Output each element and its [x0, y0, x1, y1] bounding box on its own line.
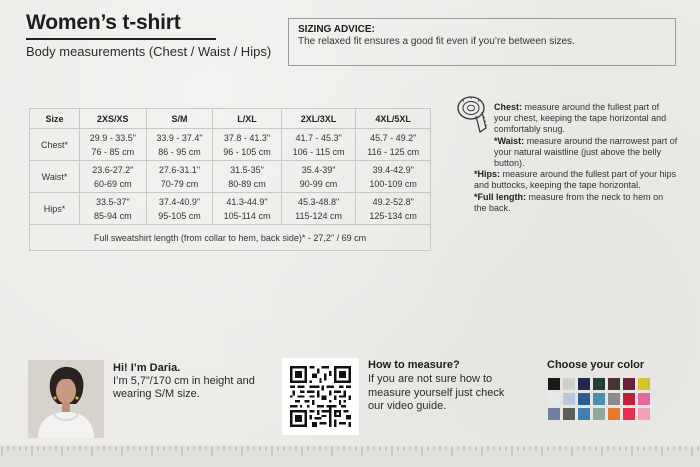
- table-cell: [213, 161, 281, 193]
- color-swatch[interactable]: [638, 393, 650, 405]
- cm-value: 116 - 125 cm: [367, 146, 420, 157]
- color-swatch[interactable]: [608, 408, 620, 420]
- measurement-instructions: [474, 102, 678, 214]
- cm-value: 100-109 cm: [369, 178, 417, 189]
- sizing-advice-text: The relaxed fit ensures a good fit even if you’re between sizes.: [298, 36, 575, 47]
- cm-value: 80-89 cm: [228, 178, 266, 189]
- inch-value: 33.5-37": [95, 196, 130, 207]
- inch-value: 37.8 - 41.3": [223, 132, 271, 143]
- cm-value: 76 - 85 cm: [91, 146, 135, 157]
- inch-value: 39.4-42.9": [372, 164, 414, 175]
- inch-value: 45.3-48.8": [297, 196, 340, 207]
- cm-value: 90-99 cm: [299, 178, 338, 189]
- model-size-info: I’m 5,7”/170 cm in height and wearing S/M size.: [113, 375, 255, 400]
- table-footer-row: [30, 225, 431, 251]
- color-swatch[interactable]: [548, 378, 560, 390]
- color-swatch[interactable]: [623, 378, 635, 390]
- color-swatch[interactable]: [593, 393, 605, 405]
- color-swatch[interactable]: [593, 378, 605, 390]
- color-swatch[interactable]: [608, 378, 620, 390]
- table-cell: [146, 129, 213, 161]
- chest-instruction: measure around the fullest part of your chest, keeping the tape horizontal and comfortably snug.: [494, 102, 667, 135]
- inch-value: 27.6-31.1": [158, 164, 201, 175]
- inch-value: 35.4-39": [301, 164, 336, 175]
- size-column-header: 4XL/5XL: [356, 109, 431, 129]
- table-cell: [80, 161, 147, 193]
- sizing-advice-title: SIZING ADVICE:: [298, 24, 375, 35]
- cm-value: 105-114 cm: [223, 210, 271, 221]
- table-cell: [356, 129, 431, 161]
- table-row: [30, 193, 431, 225]
- inch-value: 49.2-52.8": [372, 196, 414, 207]
- color-swatch[interactable]: [578, 378, 590, 390]
- table-row: [30, 161, 431, 193]
- title-underline: [26, 38, 216, 40]
- color-swatch-grid: [548, 378, 666, 420]
- waist-instruction: measure around the narrowest part of your natural waistline (just above the belly button).: [494, 135, 678, 169]
- chest-label: Chest:: [494, 102, 523, 112]
- table-cell: [80, 129, 147, 161]
- size-column-header: S/M: [146, 109, 213, 129]
- hips-instruction: measure around the fullest part of your hips and buttocks, keeping the tape horizontal.: [474, 169, 677, 191]
- cm-value: 60-69 cm: [94, 178, 132, 189]
- color-swatch[interactable]: [623, 408, 635, 420]
- color-swatch[interactable]: [638, 378, 650, 390]
- full-length-note: Full sweatshirt length (from collar to hem, back side)* - 27,2" / 69 cm: [30, 225, 431, 251]
- table-cell: [146, 161, 213, 193]
- color-swatch[interactable]: [578, 393, 590, 405]
- inch-value: 23.6-27.2": [92, 164, 134, 175]
- table-cell: [281, 161, 356, 193]
- table-cell: [281, 129, 356, 161]
- table-cell: [356, 193, 431, 225]
- size-column-header: 2XL/3XL: [281, 109, 356, 129]
- inch-value: 37.4-40.9": [158, 196, 201, 207]
- color-picker-title: Choose your color: [547, 359, 645, 371]
- row-label: Hips*: [30, 193, 80, 225]
- how-to-measure-title: How to measure?: [368, 359, 460, 371]
- waist-label: *Waist:: [494, 135, 525, 146]
- color-swatch[interactable]: [638, 408, 650, 420]
- color-swatch[interactable]: [548, 408, 560, 420]
- table-cell: [213, 193, 281, 225]
- size-column-header: L/XL: [213, 109, 281, 129]
- color-swatch[interactable]: [563, 408, 575, 420]
- inch-value: 31.5-35": [230, 164, 264, 175]
- size-header: Size: [30, 109, 80, 129]
- table-cell: [281, 193, 356, 225]
- cm-value: 70-79 cm: [160, 178, 199, 189]
- color-swatch[interactable]: [608, 393, 620, 405]
- cm-value: 85-94 cm: [94, 210, 132, 221]
- full-length-instruction: measure from the neck to hem on the back.: [474, 191, 664, 213]
- table-cell: [80, 193, 147, 225]
- inch-value: 29.9 - 33.5": [89, 132, 136, 143]
- table-cell: [356, 161, 431, 193]
- row-label: Waist*: [30, 161, 80, 193]
- color-swatch[interactable]: [578, 408, 590, 420]
- color-swatch[interactable]: [563, 393, 575, 405]
- inch-value: 41.3-44.9": [226, 196, 268, 207]
- model-greeting: Hi! I’m Daria.: [113, 362, 181, 374]
- inch-value: 45.7 - 49.2": [370, 132, 417, 143]
- color-swatch[interactable]: [623, 393, 635, 405]
- full-length-label: *Full length:: [474, 191, 526, 202]
- hips-label: *Hips:: [474, 169, 501, 180]
- table-cell: [213, 129, 281, 161]
- cm-value: 115-124 cm: [295, 210, 342, 221]
- model-photo: [28, 360, 104, 438]
- cm-value: 95-105 cm: [158, 210, 201, 221]
- color-swatch[interactable]: [548, 393, 560, 405]
- page-subtitle: Body measurements (Chest / Waist / Hips): [26, 44, 272, 59]
- ruler-decoration: [0, 446, 700, 467]
- table-row: [30, 129, 431, 161]
- cm-value: 86 - 95 cm: [158, 146, 201, 157]
- qr-code[interactable]: [282, 358, 359, 435]
- color-swatch[interactable]: [563, 378, 575, 390]
- cm-value: 106 - 115 cm: [292, 146, 345, 157]
- how-to-measure-text: If you are not sure how to measure yourself just check our video guide.: [368, 373, 505, 412]
- cm-value: 125-134 cm: [369, 210, 417, 221]
- sizing-advice-box: [288, 18, 676, 66]
- table-cell: [146, 193, 213, 225]
- size-column-header: 2XS/XS: [80, 109, 147, 129]
- size-table-header-row: [30, 109, 431, 129]
- row-label: Chest*: [30, 129, 80, 161]
- inch-value: 41.7 - 45.3": [295, 132, 342, 143]
- color-swatch[interactable]: [593, 408, 605, 420]
- inch-value: 33.9 - 37.4": [156, 132, 203, 143]
- cm-value: 96 - 105 cm: [223, 146, 271, 157]
- page-title: Women’s t-shirt: [26, 11, 181, 34]
- size-table: [29, 108, 431, 251]
